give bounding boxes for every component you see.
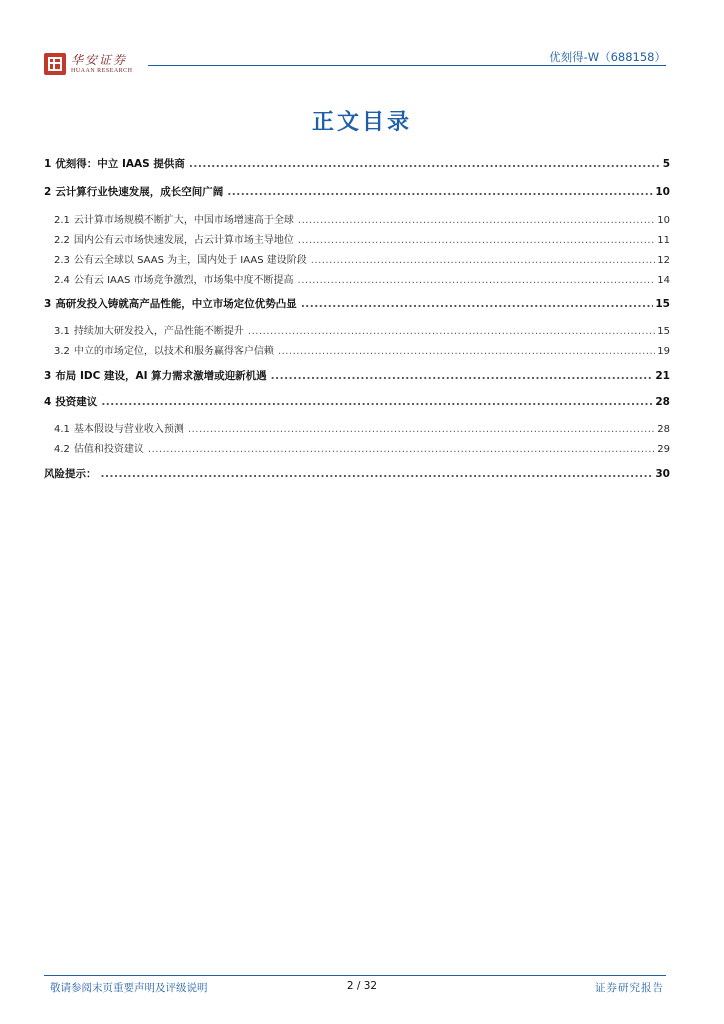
toc-entry[interactable]: 2.4 公有云 IAAS 市场竞争激烈，市场集中度不断提高 ..... 14 [44,271,670,286]
toc-entry-label: 公有云 IAAS 市场竞争激烈，市场集中度不断提高 [73,275,294,286]
toc-entry-label: 布局 IDC 建设，AI 算力需求激增或迎新机遇 [55,370,267,382]
footer-divider [44,975,666,976]
toc-entry[interactable]: 4.2 估值和投资建议 ..... 29 [44,440,670,455]
toc-entry-label: 云计算行业快速发展，成长空间广阔 [55,186,224,198]
toc-title: 正文目录 [311,110,412,135]
toc-leader-dots [298,215,655,226]
toc-entry-label: 优刻得：中立 IAAS 提供商 [55,158,185,170]
toc-entry-label: 公有云全球以 SAAS 为主，国内处于 IAAS 建设阶段 [73,255,307,266]
toc-entry[interactable]: 2.2 国内公有云市场快速发展，占云计算市场主导地位 ..... 11 [44,231,670,246]
header-divider [148,65,666,66]
toc-entry-page: 14 [657,275,670,286]
logo-chinese-name: 华安证券 [71,52,128,67]
toc-leader-dots [101,468,654,480]
toc-leader-dots [298,235,655,246]
huaan-seal-icon [44,53,66,75]
toc-entry-page: 30 [655,468,670,480]
toc-entry[interactable]: 4.1 基本假设与营业收入预测 ..... 28 [44,420,670,435]
company-ticker: 优刻得-W（688158） [549,50,666,64]
toc-entry-page: 10 [657,215,670,226]
toc-entry-page: 21 [655,370,670,382]
toc-entry-page: 28 [655,396,670,408]
toc-leader-dots [189,158,661,170]
toc-entry-page: 19 [657,346,670,357]
toc-entry-page: 5 [662,158,670,170]
toc-entry[interactable]: 3.1 持续加大研发投入，产品性能不断提升 ..... 15 [44,322,670,337]
toc-entry[interactable]: 2 云计算行业快速发展，成长空间广阔 ..... 10 [44,184,670,199]
toc-leader-dots [271,370,654,382]
toc-leader-dots [188,424,655,435]
toc-entry-page: 29 [657,444,670,455]
toc-leader-dots [101,396,653,408]
toc-entry-label: 估值和投资建议 [73,444,144,455]
report-type-label: 证券研究报告 [595,982,664,994]
huaan-logo [44,53,133,75]
toc-leader-dots [311,255,656,266]
toc-entry-page: 28 [657,424,670,435]
toc-entry[interactable] [44,466,670,481]
toc-leader-dots [298,275,656,286]
page-header [0,0,724,80]
toc-entry[interactable]: 1 优刻得：中立 IAAS 提供商 ..... 5 [44,156,670,171]
toc-entry[interactable]: 3 高研发投入铸就高产品性能，中立市场定位优势凸显 ..... 15 [44,296,670,311]
toc-entry-page: 15 [657,326,670,337]
toc-entry-page: 10 [655,186,670,198]
logo-english-name: HUAAN RESEARCH [71,67,133,74]
toc-entry-label: 云计算市场规模不断扩大，中国市场增速高于全球 [73,215,294,226]
toc-leader-dots [148,444,655,455]
footer-disclaimer-link[interactable]: 敬请参阅末页重要声明及评级说明 [50,982,208,994]
toc-leader-dots [227,186,653,198]
toc-entry-label: 投资建议 [55,396,98,408]
page-indicator: 2 / 32 [346,980,378,992]
toc-leader-dots [248,326,655,337]
toc-entry[interactable]: 2.1 云计算市场规模不断扩大，中国市场增速高于全球 ..... 10 [44,211,670,226]
toc-entry[interactable]: 3.2 中立的市场定位，以技术和服务赢得客户信赖 ..... 19 [44,342,670,357]
toc-entry[interactable]: 4 投资建议 ..... 28 [44,394,670,409]
toc-entry-page: 15 [655,298,670,310]
toc-leader-dots [301,298,654,310]
toc-entry-page: 12 [657,255,670,266]
toc-entry[interactable]: 3 布局 IDC 建设，AI 算力需求激增或迎新机遇 ..... 21 [44,368,670,383]
toc-entry-label: 国内公有云市场快速发展，占云计算市场主导地位 [73,235,294,246]
toc-entry-label: 风险提示： [44,468,97,480]
toc-entry-label: 持续加大研发投入，产品性能不断提升 [73,326,244,337]
toc-entry-page: 11 [657,235,670,246]
toc-entry-label: 高研发投入铸就高产品性能，中立市场定位优势凸显 [55,298,297,310]
toc-entry-label: 基本假设与营业收入预测 [73,424,184,435]
toc-leader-dots [278,346,655,357]
toc-entry[interactable]: 2.3 公有云全球以 SAAS 为主，国内处于 IAAS 建设阶段 ..... 12 [44,251,670,266]
toc-entry-label: 中立的市场定位，以技术和服务赢得客户信赖 [73,346,274,357]
